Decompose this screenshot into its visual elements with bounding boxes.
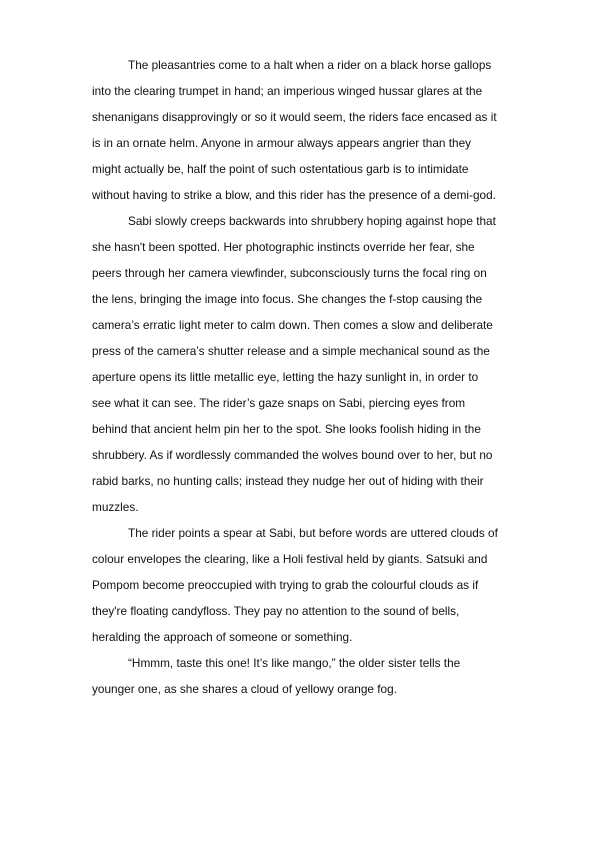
text-line: Sabi slowly creeps backwards into shrubbery hoping against hope that bbox=[128, 214, 496, 228]
text-line: into the clearing trumpet in hand; an imperious winged hussar glares at the bbox=[92, 84, 483, 98]
text-line: press of the camera’s shutter release and a simple mechanical sound as the bbox=[92, 344, 490, 358]
text-line: muzzles. bbox=[92, 500, 139, 514]
paragraph-3 bbox=[92, 520, 529, 650]
text-line: see what it can see. The rider’s gaze snaps on Sabi, piercing eyes from bbox=[92, 396, 466, 410]
text-line: they're floating candyfloss. They pay no attention to the sound of bells, bbox=[92, 604, 460, 618]
text-line: she hasn't been spotted. Her photographic instincts override her fear, she bbox=[92, 240, 475, 254]
paragraph-1 bbox=[92, 52, 529, 208]
text-line: The rider points a spear at Sabi, but before words are uttered clouds of bbox=[128, 526, 498, 540]
text-line: shenanigans disapprovingly or so it would seem, the riders face encased as it bbox=[92, 110, 497, 124]
paragraph-2 bbox=[92, 208, 529, 520]
text-line: peers through her camera viewfinder, subconsciously turns the focal ring on bbox=[92, 266, 487, 280]
text-line: is in an ornate helm. Anyone in armour always appears angrier than they bbox=[92, 136, 472, 150]
text-line: aperture opens its little metallic eye, letting the hazy sunlight in, in order to bbox=[92, 370, 479, 384]
text-line: younger one, as she shares a cloud of yellowy orange fog. bbox=[92, 682, 397, 696]
text-line: camera’s erratic light meter to calm down. Then comes a slow and deliberate bbox=[92, 318, 493, 332]
paragraph-4 bbox=[92, 650, 529, 702]
text-line: colour envelopes the clearing, like a Holi festival held by giants. Satsuki and bbox=[92, 552, 488, 566]
text-line: behind that ancient helm pin her to the spot. She looks foolish hiding in the bbox=[92, 422, 481, 436]
text-line: “Hmmm, taste this one! It’s like mango,” the older sister tells the bbox=[128, 656, 461, 670]
text-line: the lens, bringing the image into focus. She changes the f-stop causing the bbox=[92, 292, 483, 306]
text-line: Pompom become preoccupied with trying to grab the colourful clouds as if bbox=[92, 578, 479, 592]
text-line: rabid barks, no hunting calls; instead they nudge her out of hiding with their bbox=[92, 474, 484, 488]
text-line: heralding the approach of someone or something. bbox=[92, 630, 353, 644]
text-line: The pleasantries come to a halt when a rider on a black horse gallops bbox=[128, 58, 492, 72]
text-line: might actually be, half the point of such ostentatious garb is to intimidate bbox=[92, 162, 469, 176]
text-line: without having to strike a blow, and this rider has the presence of a demi-god. bbox=[92, 188, 496, 202]
document-page bbox=[92, 52, 529, 702]
text-line: shrubbery. As if wordlessly commanded the wolves bound over to her, but no bbox=[92, 448, 493, 462]
